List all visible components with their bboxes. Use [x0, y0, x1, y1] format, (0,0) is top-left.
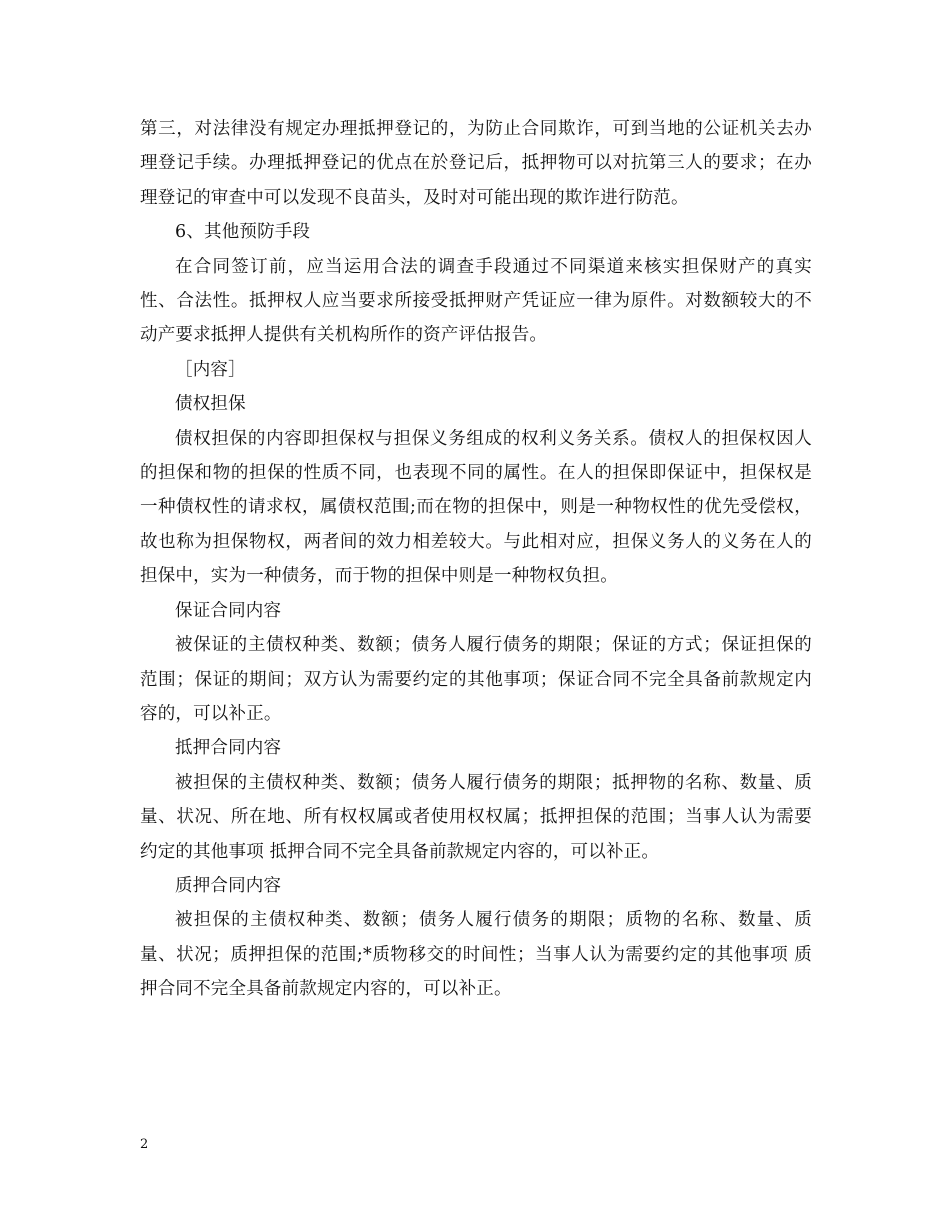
page-number: 2	[140, 1137, 149, 1152]
paragraph-third-notary-registration: 第三，对法律没有规定办理抵押登记的，为防止合同欺诈，可到当地的公证机关去办理登记手续。办理抵押登记的优点在於登记后，抵押物可以对抗第三人的要求；在办理登记的审查中可以发现不良苗头，及时对可能出现的欺诈进行防范。	[140, 119, 812, 208]
heading-guarantee-contract: 保证合同内容	[175, 600, 282, 621]
heading-creditor-guarantee: 债权担保	[175, 394, 246, 415]
paragraph-mortgage-contract: 被担保的主债权种类、数额；债务人履行债务的期限；抵押物的名称、数量、质量、状况、所在地、所有权权属或者使用权权属；抵押担保的范围；当事人认为需要约定的其他事项 抵押合同不完全具备前款规定内容的，可以补正。	[140, 772, 812, 862]
heading-content: ［内容］	[175, 359, 246, 380]
paragraph-guarantee-contract: 被保证的主债权种类、数额；债务人履行债务的期限；保证的方式；保证担保的范围；保证的期间；双方认为需要约定的其他事项；保证合同不完全具备前款规定内容的，可以补正。	[140, 635, 812, 724]
paragraph-pledge-contract: 被担保的主债权种类、数额；债务人履行债务的期限；质物的名称、数量、质量、状况；质押担保的范围;*质物移交的时间性；当事人认为需要约定的其他事项 质押合同不完全具备前款规定内容的，可以补正。	[140, 910, 812, 1000]
paragraph-creditor-guarantee: 债权担保的内容即担保权与担保义务组成的权利义务关系。债权人的担保权因人的担保和物的担保的性质不同，也表现不同的属性。在人的担保即保证中，担保权是一种债权性的请求权，属债权范围;而在物的担保中，则是一种物权性的优先受偿权，故也称为担保物权，两者间的效力相差较大。与此相对应，担保义务人的义务在人的担保中，实为一种债务，而于物的担保中则是一种物权负担。	[140, 428, 812, 587]
document-body	[140, 112, 812, 1007]
paragraph-verify-collateral: 在合同签订前，应当运用合法的调查手段通过不同渠道来核实担保财产的真实性、合法性。抵押权人应当要求所接受抵押财产凭证应一律为原件。对数额较大的不动产要求抵押人提供有关机构所作的资产评估报告。	[140, 256, 812, 346]
heading-other-prevention-means: 6、其他预防手段	[175, 222, 311, 243]
heading-pledge-contract: 质押合同内容	[175, 875, 282, 896]
heading-mortgage-contract: 抵押合同内容	[175, 738, 282, 759]
